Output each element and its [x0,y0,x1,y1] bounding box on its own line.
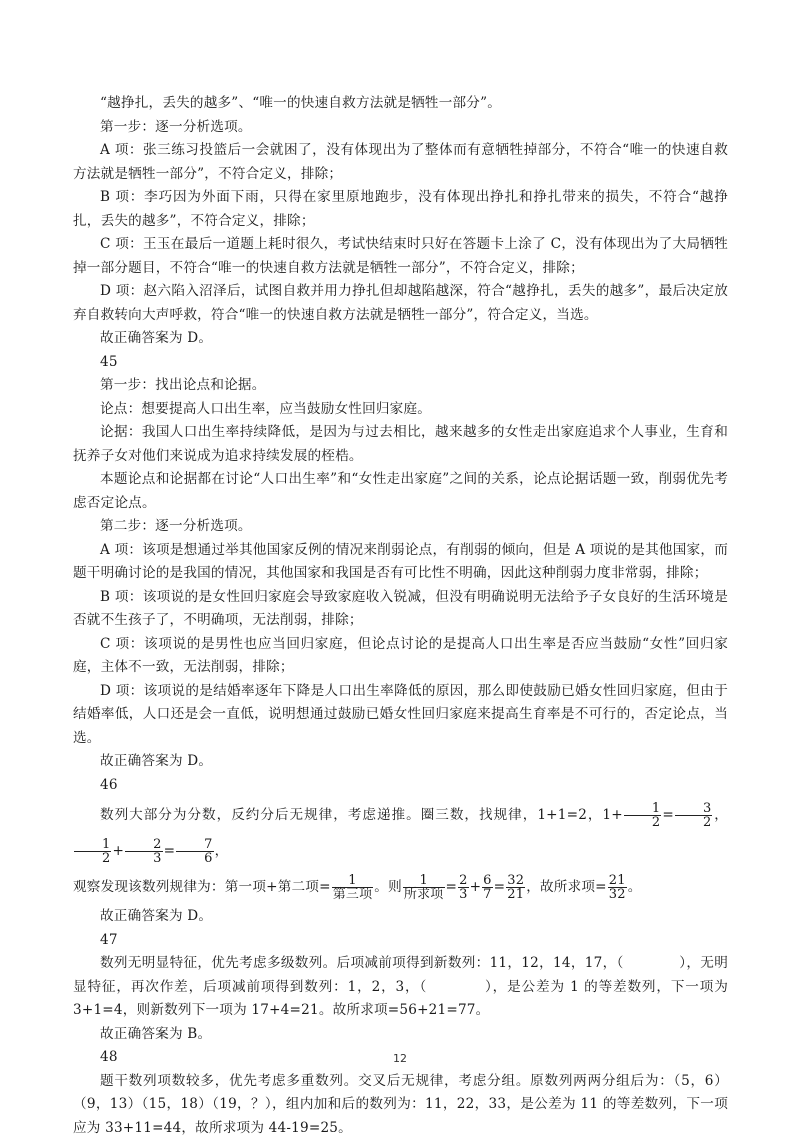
sequence-reasoning-line: 数列大部分为分数，反约分后无规律，考虑递推。圈三数，找规律，1+1=2，1+ $\frac{1}{2}$ = $\frac{3}{2}$ ， $\frac{1}{2}$ + $\frac{2}{3}$ = $\frac{7}{6}$ ， [73,797,728,869]
fraction: $\frac{32}{21}$ [506,874,525,901]
fraction: $\frac{3}{2}$ [675,802,712,829]
step-heading: 第二步：逐一分析选项。 [73,515,728,539]
argument-claim: 论点：想要提高人口出生率，应当鼓励女性回归家庭。 [73,398,728,422]
option-c-analysis: C 项：该项说的是男性也应当回归家庭，但论点讨论的是提高人口出生率是否应当鼓励“女性”回归家庭，主体不一致，无法削弱，排除； [73,633,728,680]
answer-line: 故正确答案为 D。 [73,327,728,351]
option-b-analysis: B 项：李巧因为外面下雨，只得在家里原地跑步，没有体现出挣扎和挣扎带来的损失，不符合“越挣扎，丢失的越多”，不符合定义，排除； [73,186,728,233]
question-number: 46 [73,774,728,798]
sequence-rule-line: 观察发现该数列规律为：第一项+第二项= $\frac{1}{\text{第三项}}$ 。则 $\frac{1}{\text{所求项}}$ = $\frac{2}{3}$ + $\frac{6}{7}$ = $\frac{32}{21}$ ，故所求项= $\frac{21}{32}$ 。 [73,869,728,905]
fraction: $\frac{1}{2}$ [624,802,661,829]
option-b-analysis: B 项：该项说的是女性回归家庭会导致家庭收入锐减，但没有明确说明无法给予子女良好的生活环境是否就不生孩子了，不明确项，无法削弱，排除； [73,586,728,633]
argument-evidence: 论据：我国人口出生率持续降低，是因为与过去相比，越来越多的女性走出家庭追求个人事业，生育和抚养子女对他们来说成为追求持续发展的桎梏。 [73,421,728,468]
step-heading: 第一步：找出论点和论据。 [73,374,728,398]
option-d-analysis: D 项：赵六陷入沼泽后，试图自救并用力挣扎但却越陷越深，符合“越挣扎，丢失的越多”，最后决定放弃自救转向大声呼救，符合“唯一的快速自救方法就是牺牲一部分”，符合定义，当选。 [73,280,728,327]
fraction: $\frac{21}{32}$ [608,874,627,901]
answer-line: 故正确答案为 B。 [73,1023,728,1047]
text-line: 本题论点和论据都在讨论“人口出生率”和“女性走出家庭”之间的关系，论点论据话题一致，削弱优先考虑否定论点。 [73,468,728,515]
fraction: $\frac{2}{3}$ [458,874,468,901]
fraction: $\frac{2}{3}$ [125,838,162,865]
fraction: $\frac{1}{\text{所求项}}$ [403,874,445,901]
text-line: “越挣扎，丢失的越多”、“唯一的快速自救方法就是牺牲一部分”。 [73,92,728,116]
question-number: 47 [73,929,728,953]
fraction: $\frac{7}{6}$ [176,838,213,865]
text-segment: 观察发现该数列规律为： [73,879,225,895]
fraction: $\frac{1}{\text{第三项}}$ [332,874,374,901]
option-c-analysis: C 项：王玉在最后一道题上耗时很久，考试快结束时只好在答题卡上涂了 C，没有体现出为了大局牺牲掉一部分题目，不符合“唯一的快速自救方法就是牺牲一部分”，不符合定义，排除； [73,233,728,280]
page-number: 12 [0,1052,800,1065]
answer-line: 故正确答案为 D。 [73,905,728,929]
question-number: 45 [73,351,728,375]
option-d-analysis: D 项：该项说的是结婚率逐年下降是人口出生率降低的原因，那么即使鼓励已婚女性回归家庭，但由于结婚率低，人口还是会一直低，说明想通过鼓励已婚女性回归家庭来提高生育率是不可行的，否定论点，当选。 [73,680,728,751]
option-a-analysis: A 项：张三练习投篮后一会就困了，没有体现出为了整体而有意牺牲掉部分，不符合“唯一的快速自救方法就是牺牲一部分”，不符合定义，排除； [73,139,728,186]
step-heading: 第一步：逐一分析选项。 [73,116,728,140]
answer-line: 故正确答案为 D。 [73,750,728,774]
option-a-analysis: A 项：该项是想通过举其他国家反例的情况来削弱论点，有削弱的倾向，但是 A 项说的是其他国家，而题干明确讨论的是我国的情况，其他国家和我国是否有可比性不明确，因此这种削弱力度非常弱，排除； [73,539,728,586]
fraction: $\frac{6}{7}$ [482,874,492,901]
answer-explanations [73,92,728,1140]
question-number: 48 [73,1046,728,1070]
fraction: $\frac{1}{2}$ [74,838,111,865]
sequence-reasoning-line: 题干数列项数较多，优先考虑多重数列。交叉后无规律，考虑分组。原数列两两分组后为：（5，6）（9，13）（15，18）（19，？），组内加和后的数列为：11，22，33，是公差为 11 的等差数列，下一项应为 33+11=44，故所求项为 44-19=25。 [73,1070,728,1140]
text-segment: 数列大部分为分数，反约分后无规律，考虑递推。圈三数，找规律，1+1=2，1+ [100,807,623,823]
sequence-reasoning-line: 数列无明显特征，优先考虑多级数列。后项减前项得到新数列：11，12，14，17，（ ），无明显特征，再次作差，后项减前项得到数列：1，2，3，（ ），是公差为 1 的等差数列，下一项为 3+1=4，则新数列下一项为 17+4=21。故所求项=56+21=77。 [73,952,728,1023]
